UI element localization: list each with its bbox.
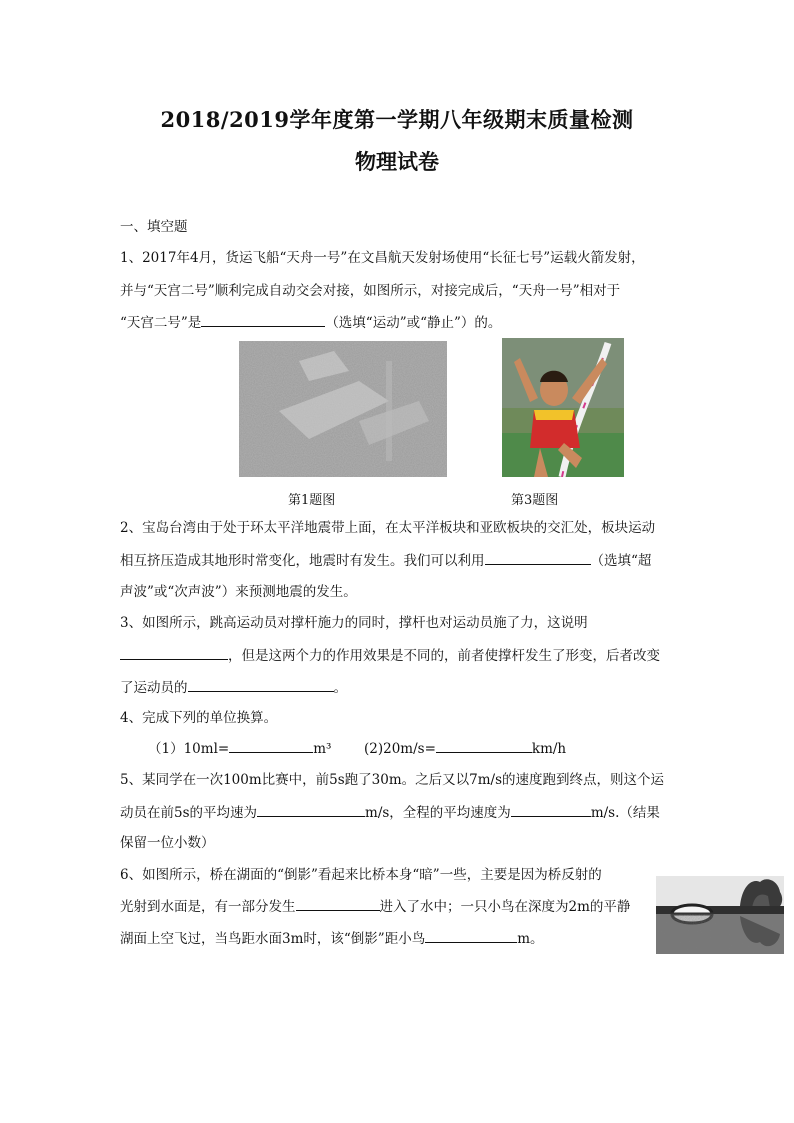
- q3-text-c: 了运动员的: [120, 680, 188, 696]
- figure-6-bridge-photo: [656, 876, 784, 954]
- q2-line1: 2、宝岛台湾由于处于环太平洋地震带上面，在太平洋板块和亚欧板块的交汇处，板块运动: [120, 520, 656, 536]
- q3-text-d: 。: [333, 680, 347, 696]
- section-heading: 一、填空题: [120, 219, 188, 235]
- q4-part1: [148, 738, 331, 759]
- q1-line2: 并与“天宫二号”顺利完成自动交会对接，如图所示，对接完成后，“天舟一号”相对于: [120, 283, 621, 299]
- q6-text-c: 湖面上空飞过，当鸟距水面3m时，该“倒影”距小鸟: [120, 931, 426, 947]
- q5-answer-blank-2[interactable]: [511, 802, 591, 817]
- q4-part2-unit: km/h: [531, 741, 567, 757]
- q1-line1: 1、2017年4月，货运飞船“天舟一号”在文昌航天发射场使用“长征七号”运载火箭发射，: [120, 250, 645, 266]
- q5-line2: [120, 802, 660, 823]
- q4-part2-blank[interactable]: [436, 738, 532, 753]
- figure-1-docking-photo: [239, 341, 447, 477]
- q1-answer-blank[interactable]: [201, 312, 325, 327]
- figure-3-pole-vault-photo: [502, 338, 624, 477]
- q2-text-a: 相互挤压造成其地形时常变化，地震时有发生。我们可以利用: [120, 553, 485, 569]
- q5-text-b: m/s，全程的平均速度为: [365, 805, 511, 821]
- q4-part1-blank[interactable]: [229, 738, 313, 753]
- exam-title: 2018/2019学年度第一学期八年级期末质量检测: [160, 107, 634, 132]
- q6-line3: [120, 928, 544, 949]
- figure-3-caption: 第3题图: [511, 493, 559, 508]
- exam-subtitle: 物理试卷: [355, 149, 439, 174]
- q5-text-a: 动员在前5s的平均速为: [120, 805, 258, 821]
- q6-text-d: m。: [517, 931, 544, 947]
- q3-line3: [120, 677, 347, 698]
- q6-line2: [120, 896, 630, 917]
- q6-line1: 6、如图所示，桥在湖面的“倒影”看起来比桥本身“暗”一些，主要是因为桥反射的: [120, 867, 602, 883]
- q4-part2: [364, 738, 566, 759]
- q2-line2: [120, 550, 651, 571]
- q2-text-b: （选填“超: [590, 553, 652, 569]
- q3-line1: 3、如图所示，跳高运动员对撑杆施力的同时，撑杆也对运动员施了力，这说明: [120, 615, 588, 631]
- q3-line2: [120, 645, 660, 666]
- q4-line1: 4、完成下列的单位换算。: [120, 710, 278, 726]
- q6-answer-blank-2[interactable]: [425, 928, 517, 943]
- q1-text-b: （选填“运动”或“静止”）的。: [325, 315, 502, 331]
- figure-1-caption: 第1题图: [288, 493, 336, 508]
- q4-part1-text: （1）10ml=: [148, 741, 230, 757]
- q4-part1-unit: m³: [313, 741, 332, 757]
- q4-part2-text: (2)20m/s=: [364, 741, 436, 757]
- q5-line1: 5、某同学在一次100m比赛中，前5s跑了30m。之后又以7m/s的速度跑到终点，则这个运: [120, 772, 665, 788]
- q2-line3: 声波”或“次声波”）来预测地震的发生。: [120, 584, 357, 600]
- q6-answer-blank-1[interactable]: [296, 896, 380, 911]
- q1-text-a: “天宫二号”是: [120, 315, 202, 331]
- q5-answer-blank-1[interactable]: [257, 802, 365, 817]
- q3-answer-blank-1[interactable]: [120, 645, 228, 660]
- q1-line3: [120, 312, 501, 333]
- q6-text-b: 进入了水中；一只小鸟在深度为2m的平静: [379, 899, 631, 915]
- q2-answer-blank[interactable]: [485, 550, 591, 565]
- q5-text-c: m/s.（结果: [590, 805, 660, 821]
- q3-answer-blank-2[interactable]: [188, 677, 334, 692]
- q5-line3: 保留一位小数）: [120, 835, 215, 851]
- q6-text-a: 光射到水面是，有一部分发生: [120, 899, 296, 915]
- q3-text-b: ，但是这两个力的作用效果是不同的，前者使撑杆发生了形变，后者改变: [228, 648, 660, 664]
